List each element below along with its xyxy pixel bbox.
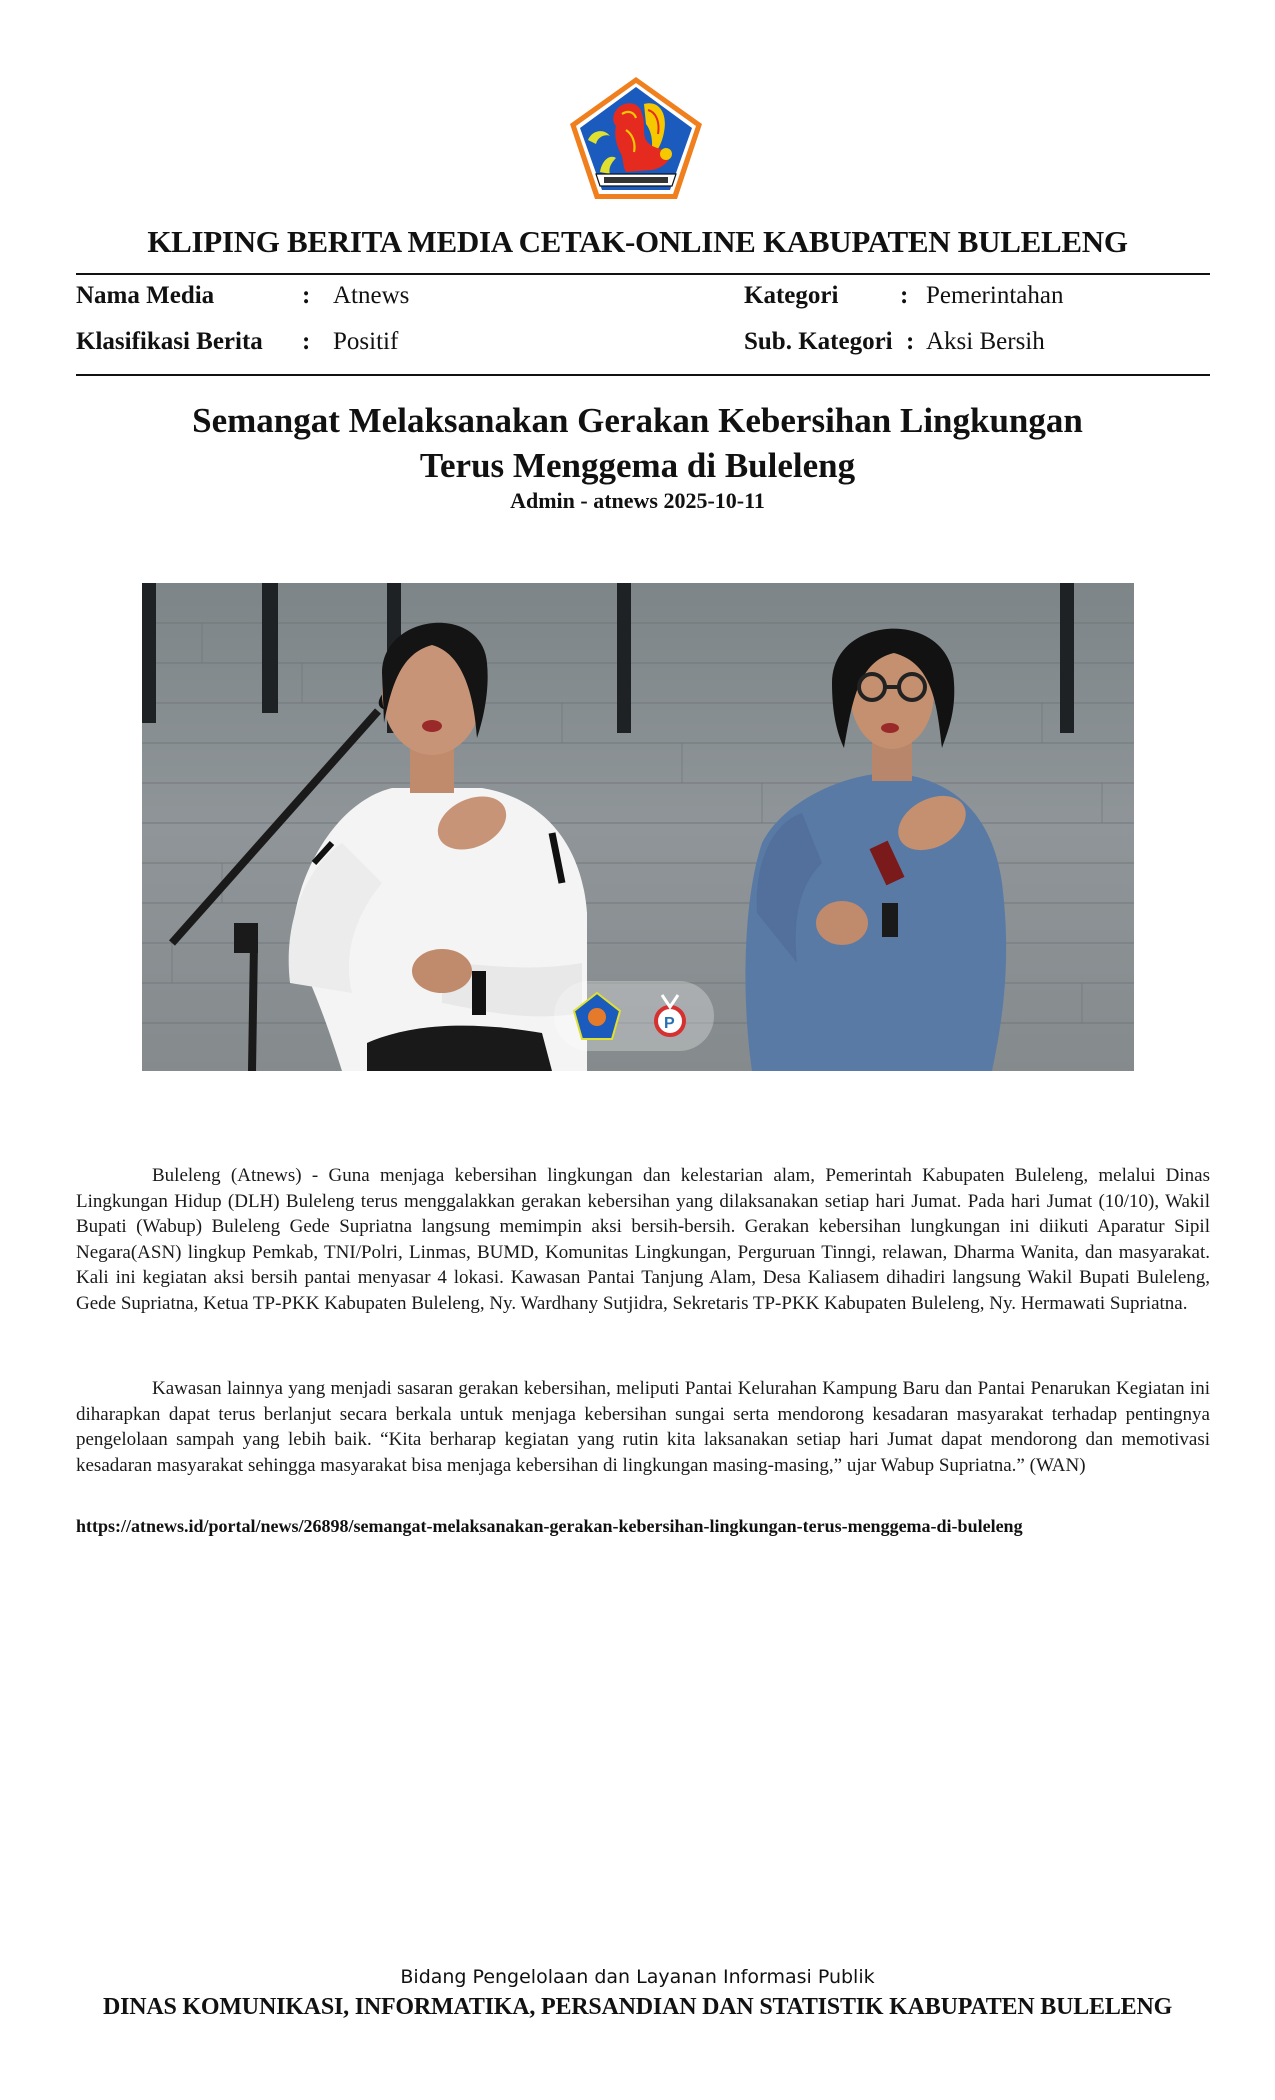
photo-icon [142,583,1134,1071]
header-divider-bottom [76,374,1210,376]
header-divider-top [76,273,1210,275]
meta-colon: : [302,328,311,355]
meta-value-nama-media: Atnews [333,282,410,309]
document-title: KLIPING BERITA MEDIA CETAK-ONLINE KABUPATEN BULELENG [147,224,1128,259]
footer-division: Bidang Pengelolaan dan Layanan Informasi Publik [400,1966,875,1988]
meta-row-sub-kategori [0,328,1275,362]
meta-value-klasifikasi-berita: Positif [333,328,399,355]
article-title [0,398,1275,488]
meta-colon: : [906,328,915,355]
svg-text:P: P [664,1015,675,1032]
meta-label-klasifikasi-berita: Klasifikasi Berita [76,328,263,355]
article-title-line-2: Terus Menggema di Buleleng [419,446,856,485]
meta-row-kategori [0,282,1275,316]
meta-colon: : [900,282,909,309]
coat-of-arms-icon [566,74,706,202]
meta-value-kategori: Pemerintahan [926,282,1064,309]
meta-label-sub-kategori: Sub. Kategori [744,328,893,355]
meta-label-nama-media: Nama Media [76,282,215,309]
article-byline: Admin - atnews 2025-10-11 [510,488,765,513]
article-paragraph: Buleleng (Atnews) - Guna menjaga kebersihan lingkungan dan kelestarian alam, Pemerintah Kabupaten Buleleng, melalui Dinas Lingkungan Hidup (DLH) Buleleng terus menggalakkan gerakan kebersihan yang dilaksanakan setiap hari Jumat. Pada hari Jumat (10/10), Wakil Bupati (Wabup) Buleleng Gede Supriatna langsung memimpin aksi bersih-bersih. Gerakan kebersihan lungkungan ini diikuti Aparatur Sipil Negara(ASN) lingkup Pemkab, TNI/Polri, Linmas, BUMD, Komunitas Lingkungan, Perguruan Tinngi, relawan, Dharma Wanita, dan masyarakat. Kali ini kegiatan aksi bersih pantai menyasar 4 lokasi. Kawasan Pantai Tanjung Alam, Desa Kaliasem dihadiri langsung Wakil Bupati Buleleng, Gede Supriatna, Ketua TP-PKK Kabupaten Buleleng, Ny. Wardhany Sutjidra, Sekretaris TP-PKK Kabupaten Buleleng, Ny. Hermawati Supriatna. [76,1165,1210,1314]
meta-label-kategori: Kategori [744,282,839,309]
article-photo [142,583,1134,1071]
source-url-link[interactable]: https://atnews.id/portal/news/26898/semangat-melaksanakan-gerakan-kebersihan-lingkungan-terus-menggema-di-buleleng [76,1516,1023,1536]
meta-value-sub-kategori: Aksi Bersih [926,328,1045,355]
meta-colon: : [302,282,311,309]
article-paragraph: Kawasan lainnya yang menjadi sasaran gerakan kebersihan, meliputi Pantai Kelurahan Kampung Baru dan Pantai Penarukan Kegiatan ini diharapkan dapat terus berlanjut secara berkala untuk menjaga kebersihan sungai serta mendorong kesadaran masyarakat terhadap pentingnya pengelolaan sampah yang lebih baik. “Kita berharap kegiatan yang rutin kita laksanakan setiap hari Jumat dapat mendorong dan memotivasi kesadaran masyarakat sehingga masyarakat bisa menjaga kebersihan di lingkungan masing-masing,” ujar Wabup Supriatna.” (WAN) [76,1378,1210,1476]
article-title-line-1: Semangat Melaksanakan Gerakan Kebersihan Lingkungan [192,401,1083,440]
buleleng-logo [566,74,706,202]
footer-department: DINAS KOMUNIKASI, INFORMATIKA, PERSANDIAN DAN STATISTIK KABUPATEN BULELENG [102,1994,1173,2020]
